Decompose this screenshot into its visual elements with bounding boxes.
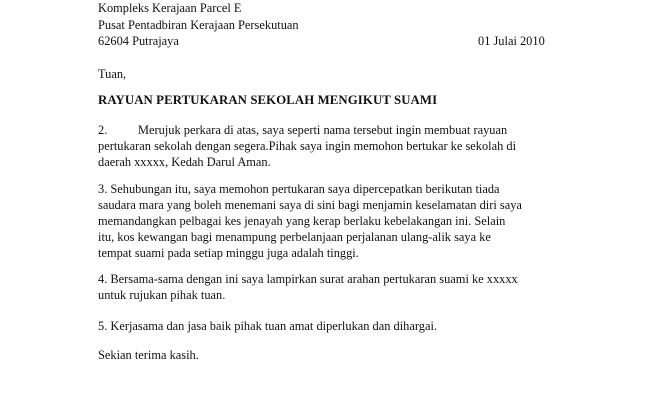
address-line-1: Kompleks Kerajaan Parcel E [98,1,242,15]
paragraph-2-line-2: pertukaran sekolah dengan segera.Pihak saya ingin memohon bertukar ke sekolah di [98,139,517,153]
paragraph-5-line-1: 5. Kerjasama dan jasa baik pihak tuan amat diperlukan dan dihargai. [98,319,438,333]
paragraph-4-line-2: untuk rujukan pihak tuan. [98,288,226,302]
paragraph-2-text-1: Merujuk perkara di atas, saya seperti nama tersebut ingin membuat rayuan [138,123,508,137]
address-line-3: 62604 Putrajaya [98,34,179,48]
salutation: Tuan, [98,67,127,81]
paragraph-2-number: 2. [98,123,108,137]
letter-date: 01 Julai 2010 [478,34,545,48]
paragraph-2-line-1 [98,123,507,137]
address-line-2: Pusat Pentadbiran Kerajaan Persekutuan [98,18,299,32]
paragraph-4-line-1: 4. Bersama-sama dengan ini saya lampirkan surat arahan pertukaran suami ke xxxxx [98,272,518,286]
paragraph-3-line-3: memandangkan pelbagai kes jenayah yang kerap berlaku kebelakangan ini. Selain [98,214,506,228]
subject-heading: RAYUAN PERTUKARAN SEKOLAH MENGIKUT SUAMI [98,93,438,107]
paragraph-3-line-5: tempat suami pada setiap minggu juga adalah tinggi. [98,246,359,260]
paragraph-3-line-2: saudara mara yang boleh menemani saya di sini bagi menjamin keselamatan diri saya [98,198,522,212]
paragraph-3-line-4: itu, kos kewangan bagi menampung perbelanjaan perjalanan ulang-alik saya ke [98,230,491,244]
paragraph-3-line-1: 3. Sehubungan itu, saya memohon pertukaran saya dipercepatkan berikutan tiada [98,182,500,196]
closing-text: Sekian terima kasih. [98,348,199,362]
paragraph-2-line-3: daerah xxxxx, Kedah Darul Aman. [98,155,271,169]
